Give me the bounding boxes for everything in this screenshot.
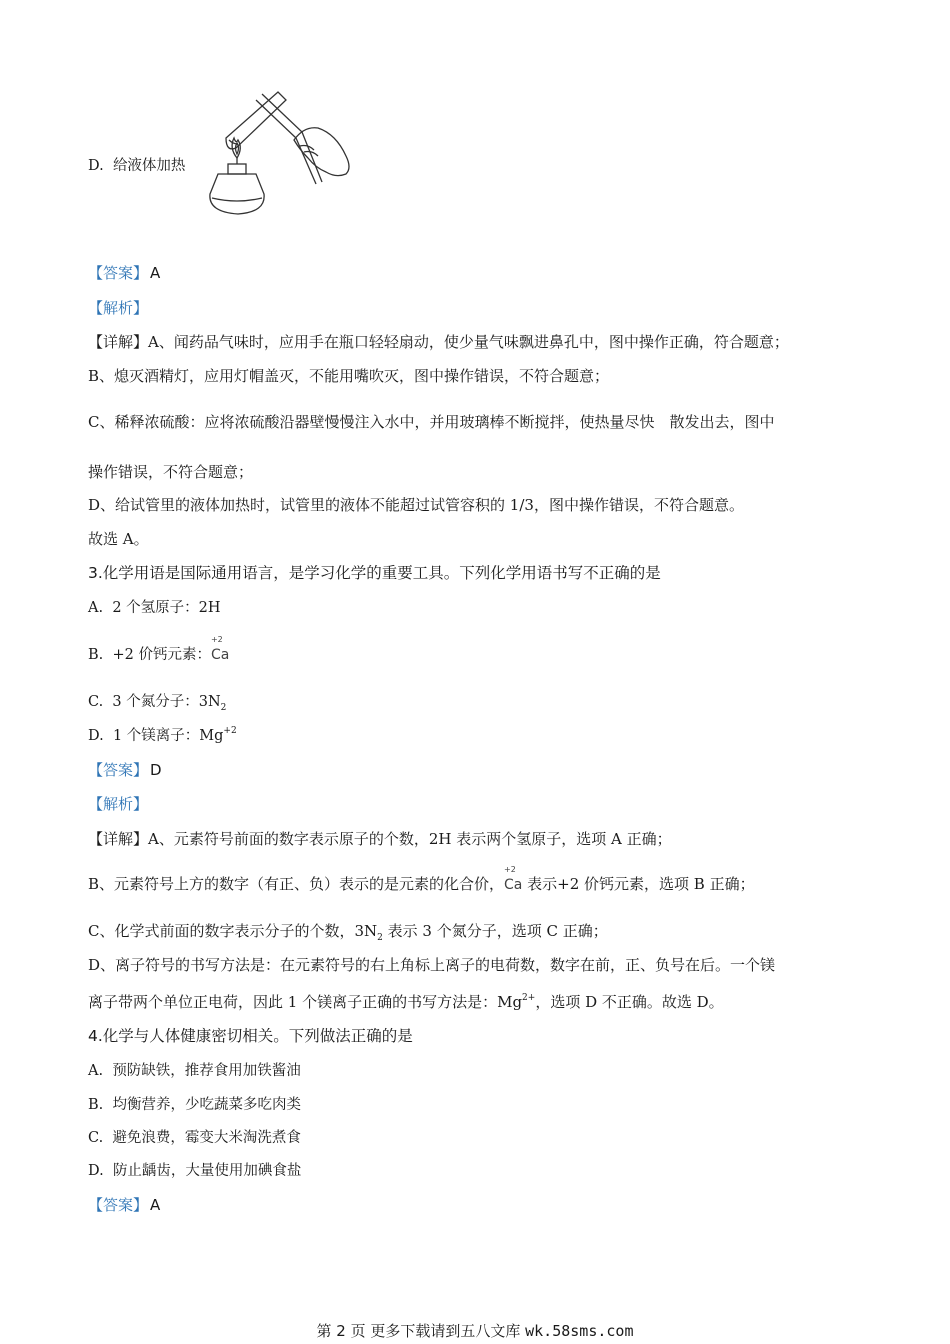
option-d	[88, 156, 185, 176]
answer-value: D	[150, 761, 162, 779]
superscript: +2	[223, 726, 237, 736]
detail-line	[88, 865, 755, 895]
option-a	[88, 598, 221, 618]
detail-line: B、熄灭酒精灯，应用灯帽盖灭，不能用嘴吹灭，图中操作错误，不符合题意；	[88, 367, 610, 385]
option-label: C.	[88, 1130, 104, 1146]
superscript: 2+	[522, 993, 536, 1003]
alcohol-lamp-heating-icon	[196, 86, 356, 220]
element-symbol: Ca	[504, 877, 523, 893]
option-text: 1 个镁离子：Mg	[112, 728, 224, 744]
option-c	[88, 692, 226, 714]
answer-tag: 【答案】	[88, 761, 149, 779]
option-text: 给液体加热	[112, 158, 186, 174]
option-label: D.	[88, 158, 104, 174]
detail-text: C、化学式前面的数字表示分子的个数，3N	[88, 922, 378, 940]
footer-website-link[interactable]: wk.58sms.com	[525, 1322, 634, 1340]
detail-text: ，选项 D 不正确。故选 D。	[535, 993, 724, 1011]
option-text: 避免浪费，霉变大米淘洗煮食	[112, 1130, 301, 1146]
subscript: 2	[377, 933, 383, 943]
detail-line	[88, 921, 608, 944]
footer-text: 第 2 页 更多下载请到五八文库	[316, 1322, 521, 1340]
detail-line: 【详解】A、元素符号前面的数字表示原子的个数，2H 表示两个氢原子，选项 A 正确；	[88, 830, 672, 848]
option-a	[88, 1061, 301, 1081]
detail-text: 表示+2 价钙元素，选项 B 正确；	[522, 875, 755, 893]
answer-line	[88, 760, 162, 780]
option-text: 2 个氢原子：2H	[112, 600, 221, 616]
option-text: 防止龋齿，大量使用加碘食盐	[112, 1163, 302, 1179]
detail-line: D、离子符号的书写方法是：在元素符号的右上角标上离子的电荷数，数字在前，正、负号在后。一个镁	[88, 956, 776, 974]
option-c	[88, 1128, 301, 1148]
answer-tag: 【答案】	[88, 1196, 149, 1214]
valence-notation	[504, 865, 523, 895]
option-label: A.	[88, 1063, 104, 1079]
detail-text: 表示 3 个氮分子，选项 C 正确；	[382, 922, 608, 940]
question-number: 4.	[88, 1027, 103, 1045]
valence-number: +2	[210, 635, 223, 644]
answer-tag: 【答案】	[88, 264, 149, 282]
option-label: C.	[88, 694, 104, 710]
detail-text: B、元素符号上方的数字（有正、负）表示的是元素的化合价，	[88, 875, 505, 893]
subscript: 2	[220, 703, 227, 713]
option-d	[88, 726, 237, 748]
option-b	[88, 1095, 301, 1115]
question-text: 化学用语是国际通用语言，是学习化学的重要工具。下列化学用语书写不正确的是	[102, 564, 661, 582]
option-label: B.	[88, 1097, 104, 1113]
detail-line	[88, 992, 724, 1015]
detail-line: D、给试管里的液体加热时，试管里的液体不能超过试管容积的 1/3，图中操作错误，不符合题意。	[88, 496, 744, 514]
question-number: 3.	[88, 564, 103, 582]
option-d	[88, 1161, 301, 1181]
option-label: A.	[88, 600, 104, 616]
answer-value: A	[150, 264, 161, 282]
option-text: 预防缺铁，推荐食用加铁酱油	[112, 1063, 301, 1079]
valence-number: +2	[504, 865, 516, 874]
option-label: B.	[88, 647, 104, 663]
option-label: D.	[88, 728, 104, 744]
answer-line	[88, 1195, 160, 1215]
valence-notation	[210, 635, 230, 665]
answer-value: A	[150, 1196, 161, 1214]
detail-line: 【详解】A、闻药品气味时，应用手在瓶口轻轻扇动，使少量气味飘进鼻孔中，图中操作正确，符合题意；	[88, 333, 789, 351]
detail-line: 故选 A。	[88, 530, 149, 548]
question-3-stem	[88, 563, 661, 583]
option-text: +2 价钙元素：	[112, 647, 211, 663]
option-text: 均衡营养，少吃蔬菜多吃肉类	[112, 1097, 301, 1113]
page-footer	[0, 1320, 950, 1341]
analysis-tag: 【解析】	[88, 795, 149, 813]
question-4-stem	[88, 1026, 413, 1046]
option-label: D.	[88, 1163, 104, 1179]
option-b	[88, 635, 230, 665]
option-text: 3 个氮分子：3N	[112, 694, 221, 710]
detail-line: 操作错误，不符合题意；	[88, 463, 254, 481]
answer-line	[88, 263, 160, 283]
detail-line: C、稀释浓硫酸：应将浓硫酸沿器壁慢慢注入水中，并用玻璃棒不断搅拌，使热量尽快 散发出去，图中	[88, 413, 775, 431]
analysis-tag: 【解析】	[88, 299, 149, 317]
element-symbol: Ca	[210, 647, 230, 663]
detail-text: 离子带两个单位正电荷，因此 1 个镁离子正确的书写方法是：Mg	[88, 993, 523, 1011]
question-text: 化学与人体健康密切相关。下列做法正确的是	[102, 1027, 413, 1045]
